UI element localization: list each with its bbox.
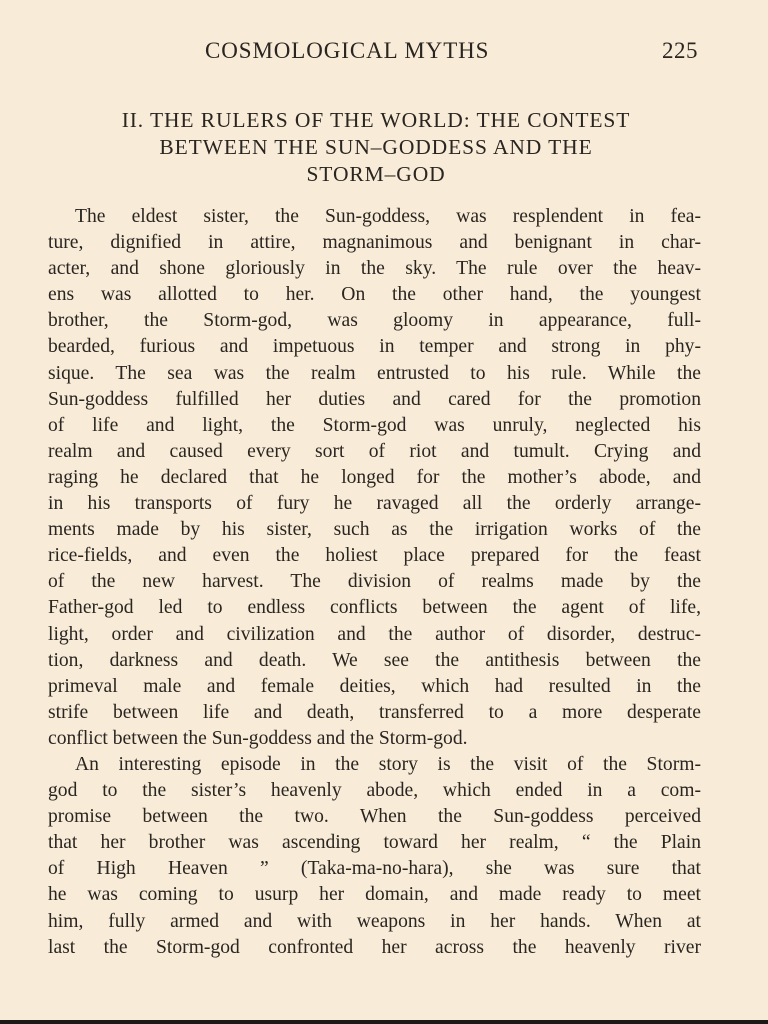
paragraph-line: conflict between the Sun-goddess and the Storm-god.: [48, 727, 468, 749]
paragraph-line: sique. The sea was the realm entrusted to his rule. While the: [48, 362, 701, 384]
paragraph-line: brother, the Storm-god, was gloomy in appearance, full-: [48, 310, 701, 332]
paragraph-line: ments made by his sister, such as the irrigation works of the: [48, 519, 701, 541]
paragraph-line: Sun-goddess fulfilled her duties and cared for the promotion: [48, 388, 701, 410]
paragraph-line: ens was allotted to her. On the other hand, the youngest: [48, 284, 701, 306]
paragraph-line: he was coming to usurp her domain, and made ready to meet: [48, 884, 701, 906]
paragraph-line: strife between life and death, transferred to a more desperate: [48, 701, 701, 723]
paragraph-line: in his transports of fury he ravaged all the orderly arrange-: [48, 493, 701, 515]
paragraph-line: promise between the two. When the Sun-goddess perceived: [48, 806, 701, 828]
section-heading: [40, 107, 712, 188]
body-text: [48, 204, 701, 961]
running-title: COSMOLOGICAL MYTHS: [205, 38, 490, 63]
paragraph-line: rice-fields, and even the holiest place prepared for the feast: [48, 545, 701, 567]
paragraph-line: of life and light, the Storm-god was unruly, neglected his: [48, 414, 701, 436]
page-number: 225: [662, 38, 698, 63]
paragraph-line: raging he declared that he longed for the mother’s abode, and: [48, 466, 701, 488]
running-header: [0, 38, 768, 68]
section-heading-line: STORM–GOD: [306, 162, 446, 186]
paragraph-line: An interesting episode in the story is the visit of the Storm-: [75, 753, 701, 775]
paragraph-line: realm and caused every sort of riot and tumult. Crying and: [48, 440, 701, 462]
section-heading-line: BETWEEN THE SUN–GODDESS AND THE: [159, 135, 593, 159]
paragraph-line: acter, and shone gloriously in the sky. The rule over the heav-: [48, 258, 701, 280]
paragraph-line: of High Heaven ” (Taka-ma-no-hara), she was sure that: [48, 858, 701, 880]
paragraph-line: ture, dignified in attire, magnanimous and benignant in char-: [48, 232, 701, 254]
paragraph-line: that her brother was ascending toward her realm, “ the Plain: [48, 832, 701, 854]
page-bottom-edge: [0, 1020, 768, 1024]
paragraph-line: The eldest sister, the Sun-goddess, was resplendent in fea-: [75, 206, 701, 227]
paragraph-line: tion, darkness and death. We see the antithesis between the: [48, 649, 701, 671]
paragraph-line: last the Storm-god confronted her across the heavenly river: [48, 936, 701, 958]
paragraph-line: light, order and civilization and the author of disorder, destruc-: [48, 623, 701, 645]
section-heading-line: II. THE RULERS OF THE WORLD: THE CONTEST: [121, 108, 631, 132]
paragraph-line: bearded, furious and impetuous in temper and strong in phy-: [48, 336, 701, 358]
paragraph-line: god to the sister’s heavenly abode, which ended in a com-: [48, 780, 701, 802]
paragraph-line: Father-god led to endless conflicts between the agent of life,: [48, 597, 701, 619]
paragraph-line: him, fully armed and with weapons in her hands. When at: [48, 910, 701, 932]
paragraph-line: primeval male and female deities, which had resulted in the: [48, 675, 701, 697]
paragraph-line: of the new harvest. The division of realms made by the: [48, 571, 701, 593]
